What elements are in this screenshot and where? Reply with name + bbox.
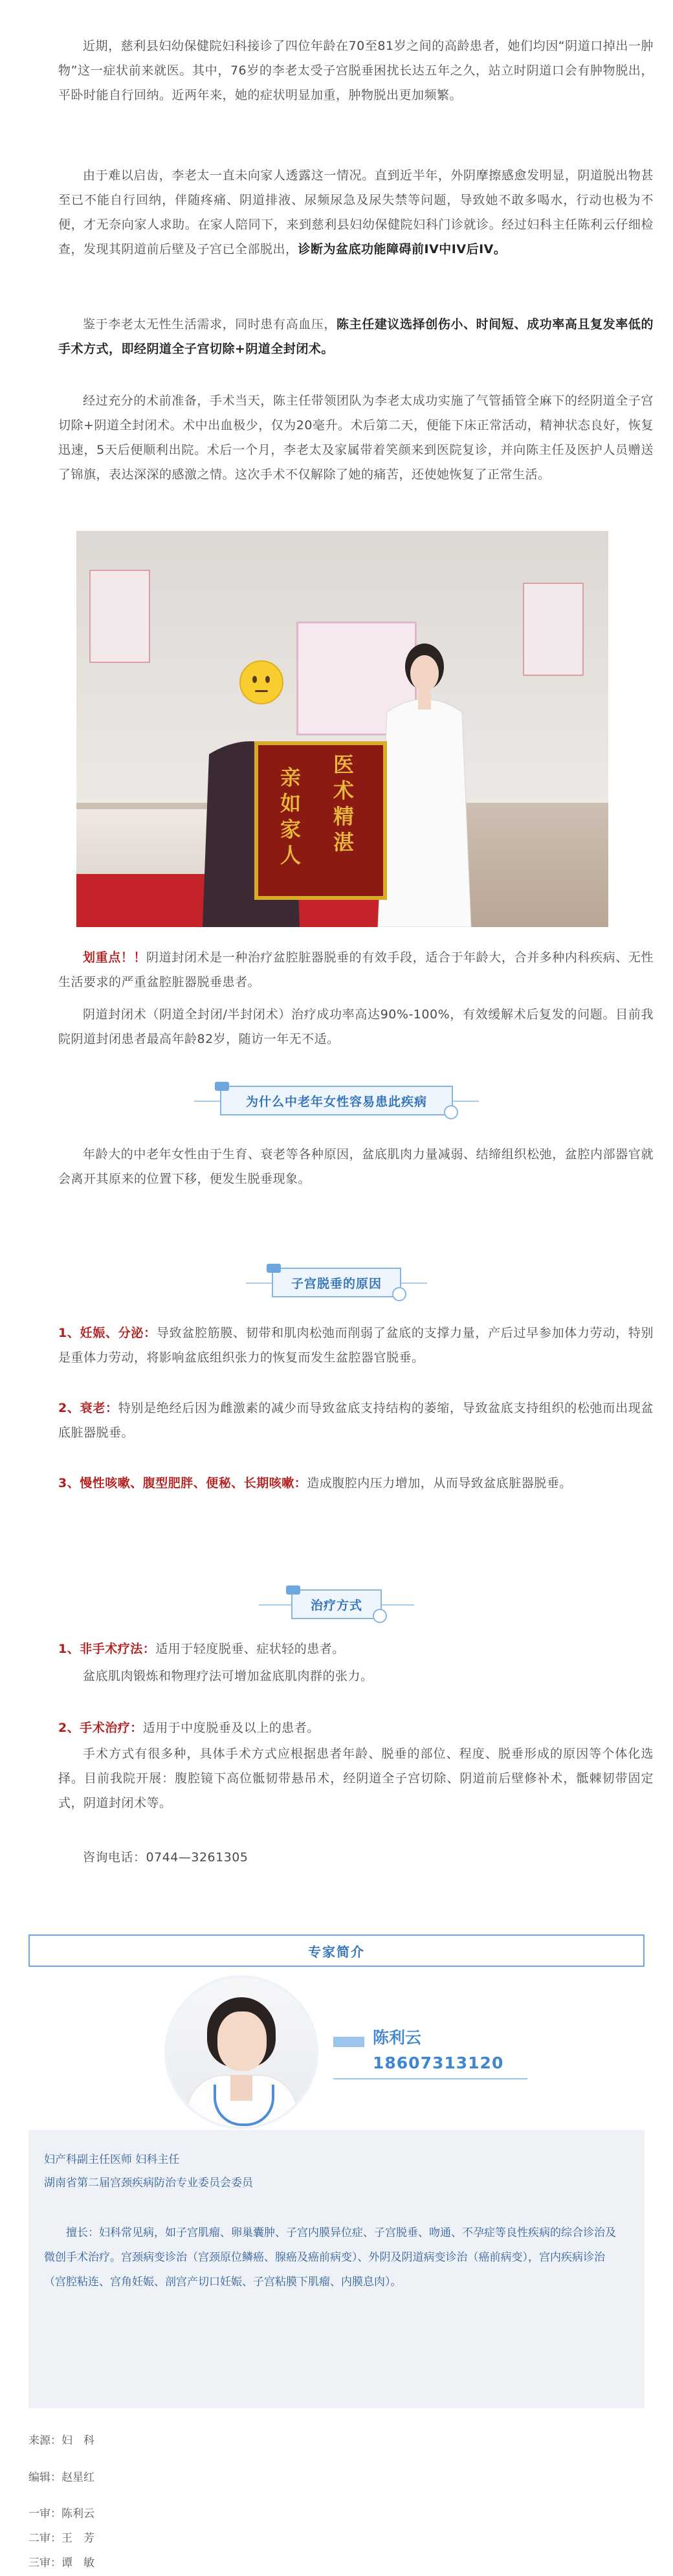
- paragraph-plan-text: 鉴于李老太无性生活需求，同时患有高血压，: [83, 317, 337, 331]
- credit-source-value: 妇 科: [61, 2434, 94, 2447]
- section-title-expert: 专家简介: [28, 1934, 645, 1967]
- diagnosis-text: 诊断为盆底功能障碍前IV中IV后IV。: [298, 242, 507, 256]
- paragraph-intro: 近期，慈利县妇幼保健院妇科接诊了四位年龄在70至81岁之间的高龄患者，她们均因“阴道口掉出一肿物”这一症状前来就医。其中，76岁的李老太受子宫脱垂困扰长达五年之久，站立时阴道口会有肿物脱出，平卧时能自行回纳。近两年来，她的症状明显加重，肿物脱出更加频繁。: [58, 39, 654, 102]
- credit-review-3-value: 谭 敏: [61, 2557, 94, 2570]
- cause-item-3: [58, 1471, 654, 1495]
- cause-item-1-label: 1、妊娠、分泌：: [58, 1326, 157, 1340]
- expert-specialty: 擅长：妇科常见病，如子宫肌瘤、卵巢囊肿、子宫内膜异位症、子宫脱垂、吻通、不孕症等良性疾病的综合诊治及微创手术治疗。宫颈病变诊治（宫颈原位鳞癌、腺癌及癌前病变）、外阴及阴道病变诊治（癌前病变），宫内疾病诊治（宫腔粘连、宫角妊娠、剖宫产切口妊娠、子宫粘膜下肌瘤、内膜息肉）。: [44, 2226, 616, 2289]
- expert-phone[interactable]: 18607313120: [373, 2054, 504, 2072]
- cause-item-2-text: 特别是绝经后因为雌激素的减少而导致盆底支持结构的萎缩，导致盆底支持组织的松弛而出现盆底脏器脱垂。: [58, 1401, 654, 1440]
- expert-title: 妇产科副主任医师 妇科主任: [44, 2153, 180, 2166]
- expert-avatar: [167, 1978, 316, 2127]
- silk-banner: [254, 741, 387, 900]
- highlight-label: 划重点！！: [83, 950, 147, 965]
- consult-phone[interactable]: 咨询电话：0744—3261305: [83, 1850, 248, 1865]
- treatment-item-2: [58, 1716, 654, 1740]
- cause-item-3-text: 造成腹腔内压力增加，从而导致盆底脏器脱垂。: [307, 1476, 572, 1490]
- credit-editor: [28, 2468, 94, 2484]
- credit-review-1: [28, 2504, 94, 2520]
- credit-review-2: [28, 2529, 94, 2545]
- banner-text-right: 医 术 精 湛: [333, 752, 354, 855]
- treatment-item-1-detail: 盆底肌肉锻炼和物理疗法可增加盆底肌肉群的张力。: [83, 1669, 373, 1683]
- paragraph-highlight: [58, 945, 654, 994]
- section-title-treatment: 治疗方式: [291, 1589, 382, 1619]
- name-underline: [333, 2078, 527, 2079]
- credit-source: [28, 2431, 94, 2447]
- credit-review-2-label: 二审：: [28, 2532, 61, 2545]
- expert-name: 陈利云: [373, 2028, 422, 2047]
- paragraph-plan: [58, 312, 654, 361]
- paragraph-why: 年龄大的中老年女性由于生育、衰老等各种原因，盆底肌肉力量减弱、结缔组织松弛，盆腔内部器官就会离开其原来的位置下移，便发生脱垂现象。: [58, 1147, 654, 1186]
- cause-item-2: [58, 1396, 654, 1445]
- paragraph-history: [58, 163, 654, 262]
- treatment-item-1-label: 1、非手术疗法：: [58, 1642, 156, 1656]
- paragraph-success-rate: 阴道封闭术（阴道全封闭/半封闭术）治疗成功率高达90%-100%，有效缓解术后复发的问题。目前我院阴道封闭患者最高年龄82岁，随访一年无不适。: [58, 1007, 654, 1046]
- treatment-item-2-detail: 手术方式有很多种，具体手术方式应根据患者年龄、脱垂的部位、程度、脱垂形成的原因等个体化选择。目前我院开展：腹腔镜下高位骶韧带悬吊术，经阴道全子宫切除、阴道前后壁修补术，骶棘韧带固定式，阴道封闭术等。: [58, 1747, 654, 1810]
- section-title-cause: 子宫脱垂的原因: [272, 1268, 401, 1297]
- face-emoji-icon: [239, 660, 283, 704]
- highlight-text: 阴道封闭术是一种治疗盆腔脏器脱垂的有效手段，适合于年龄大，合并多种内科疾病、无性生活要求的严重盆腔脏器脱垂患者。: [58, 950, 654, 989]
- credit-review-1-label: 一审：: [28, 2507, 61, 2520]
- expert-profile: [28, 2130, 645, 2408]
- thank-you-photo: [76, 531, 608, 927]
- cause-item-1: [58, 1321, 654, 1370]
- credit-review-3-label: 三审：: [28, 2557, 61, 2570]
- section-title-why: 为什么中老年女性容易患此疾病: [220, 1086, 453, 1115]
- credit-review-1-value: 陈利云: [61, 2507, 94, 2520]
- credit-source-label: 来源：: [28, 2434, 61, 2447]
- name-accent-bar: [333, 2037, 364, 2047]
- treatment-item-2-text: 适用于中度脱垂及以上的患者。: [142, 1721, 320, 1735]
- credit-review-2-value: 王 芳: [61, 2532, 94, 2545]
- cause-item-1-text: 导致盆腔筋膜、韧带和肌肉松弛而削弱了盆底的支撑力量，产后过早参加体力劳动，特别是重体力劳动，将影响盆底组织张力的恢复而发生盆腔器官脱垂。: [58, 1326, 654, 1365]
- cause-item-3-label: 3、慢性咳嗽、腹型肥胖、便秘、长期咳嗽：: [58, 1476, 307, 1490]
- treatment-item-1-text: 适用于轻度脱垂、症状轻的患者。: [155, 1642, 345, 1656]
- expert-membership: 湖南省第二届宫颈疾病防治专业委员会委员: [44, 2177, 253, 2190]
- surgery-plan-text: 陈主任建议选择创伤小、时间短、成功率高且复发率低的手术方式，即经阴道全子宫切除+阴道全封闭术。: [58, 317, 654, 356]
- cause-item-2-label: 2、衰老：: [58, 1401, 118, 1415]
- banner-text-left: 亲 如 家 人: [280, 765, 301, 868]
- photo-poster: [523, 583, 584, 676]
- treatment-item-2-label: 2、手术治疗：: [58, 1721, 143, 1735]
- treatment-item-1: [58, 1637, 654, 1661]
- credit-review-3: [28, 2553, 94, 2570]
- paragraph-history-text: 由于难以启齿，李老太一直未向家人透露这一情况。直到近半年，外阴摩擦感愈发明显，阴道脱出物甚至已不能自行回纳，伴随疼痛、阴道排液、尿频尿急及尿失禁等问题，导致她不敢多喝水，行动也极为不便，才无奈向家人求助。在家人陪同下，来到慈利县妇幼保健院妇科门诊就诊。经过妇科主任陈利云仔细检查，发现其阴道前后壁及子宫已全部脱出，: [58, 168, 654, 256]
- credit-editor-label: 编辑：: [28, 2471, 61, 2484]
- paragraph-outcome: 经过充分的术前准备，手术当天，陈主任带领团队为李老太成功实施了气管插管全麻下的经阴道全子宫切除+阴道全封闭术。术中出血极少，仅为20毫升。术后第二天，便能下床正常活动，精神状态良好，恢复迅速，5天后便顺利出院。术后一个月，李老太及家属带着笑颜来到医院复诊，并向陈主任及医护人员赠送了锦旗，表达深深的感激之情。这次手术不仅解除了她的痛苦，还使她恢复了正常生活。: [58, 394, 654, 482]
- photo-poster: [89, 570, 150, 663]
- credit-editor-value: 赵星红: [61, 2471, 94, 2484]
